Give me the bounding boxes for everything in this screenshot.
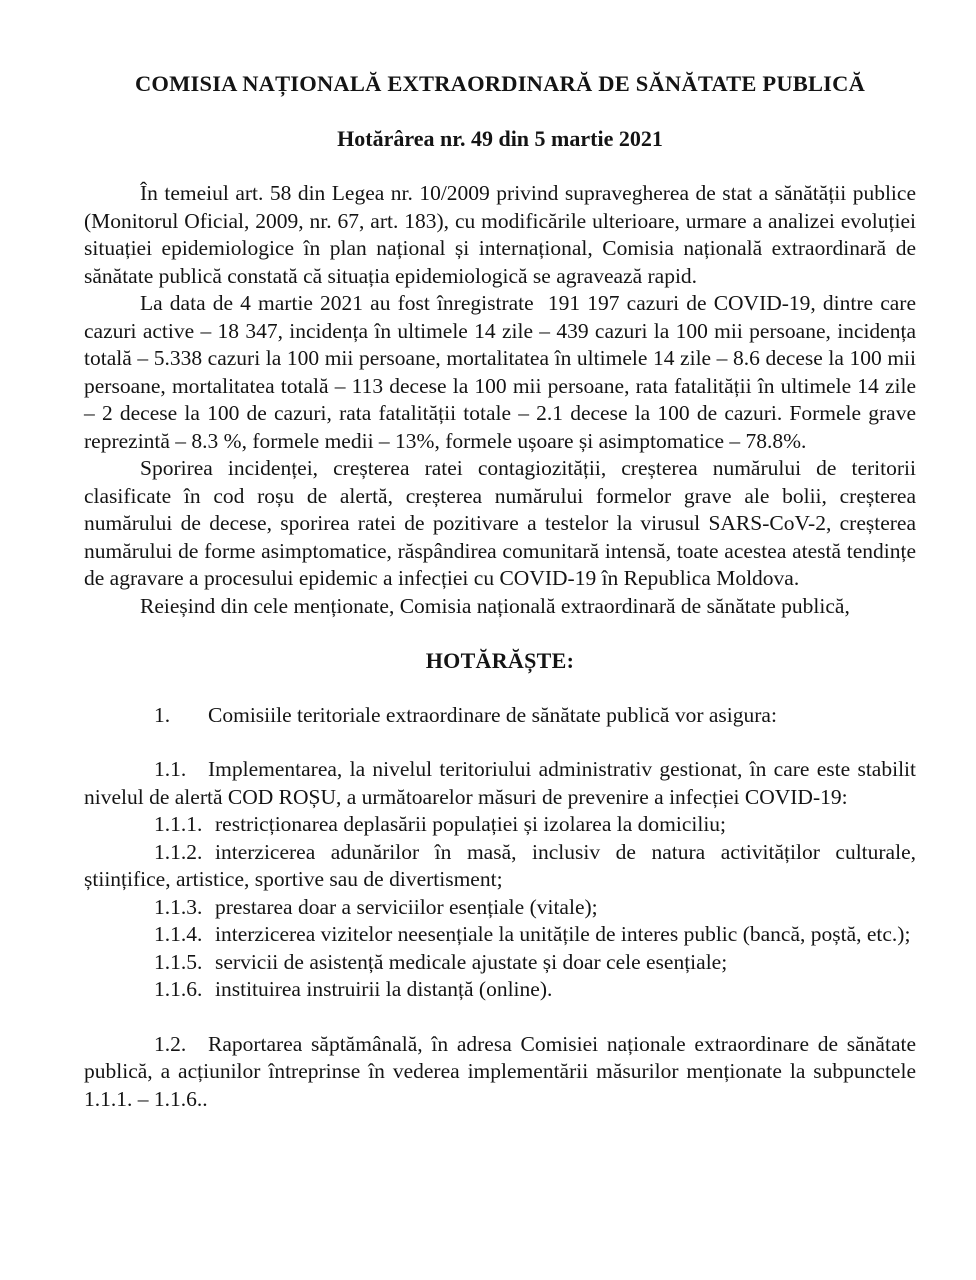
decision-item-1-1-4 — [84, 921, 916, 949]
item-number: 1.1.6. — [154, 977, 203, 1001]
decision-item-1-1-5 — [84, 949, 916, 977]
item-number: 1.1.5. — [154, 949, 203, 974]
item-number: 1. — [154, 702, 171, 727]
item-number: 1.2. — [154, 1031, 187, 1056]
intro-paragraph-trends: Sporirea incidenței, creșterea ratei contagiozității, creșterea numărului de teritorii clasificate în cod roșu de alertă, creșterea numărului formelor grave ale bolii, creșterea numărului de decese, sporirea ratei de pozitivare a testelor la virusul SARS-CoV-2, creșterea numărului de forme asimptomatice, răspândirea comunitară intensă, toate acestea atestă tendințe de agravare a procesului epidemic a infecției cu COVID-19 în Republica Moldova. — [84, 456, 916, 590]
document-title: COMISIA NAȚIONALĂ EXTRAORDINARĂ DE SĂNĂTATE PUBLICĂ — [134, 71, 866, 96]
decision-item-1-1-6 — [84, 976, 916, 1004]
item-number: 1.1.1. — [154, 812, 203, 836]
document-subtitle: Hotărârea nr. 49 din 5 martie 2021 — [337, 125, 663, 151]
item-text: instituirea instruirii la distanță (online). — [215, 977, 553, 1001]
decision-item-1-2 — [84, 1031, 916, 1114]
item-number: 1.1.3. — [154, 894, 203, 919]
item-text: interzicerea adunărilor în masă, inclusiv de natura activităților culturale, științifice, artistice, sportive sau de divertisment; — [84, 839, 916, 891]
decision-heading: HOTĂRĂȘTE: — [425, 648, 575, 673]
decision-item-1-1-1 — [84, 811, 916, 839]
decision-item-1-1 — [84, 756, 916, 811]
item-number: 1.1. — [154, 757, 187, 781]
intro-paragraph-legal-basis: În temeiul art. 58 din Legea nr. 10/2009 privind supravegherea de stat a sănătății publice (Monitorul Oficial, 2009, nr. 67, art. 183), cu modificările ulterioare, urmare a analizei evoluției situației epidemiologice în plan național și internațional, Comisia națională extraordinară de sănătate publică constată că situația epidemiologică se agravează rapid. — [84, 181, 916, 288]
decision-item-1-1-3 — [84, 894, 916, 922]
item-text: interzicerea vizitelor neesențiale la unitățile de interes public (bancă, poștă, etc.); — [215, 922, 911, 946]
item-number: 1.1.4. — [154, 922, 203, 946]
item-text: Comisiile teritoriale extraordinare de sănătate publică vor asigura: — [208, 702, 777, 727]
item-text: Raportarea săptămânală, în adresa Comisiei naționale extraordinare de sănătate publică, a acțiunilor întreprinse în vederea implementării măsurilor menționate la subpunctele 1.1.1. – 1.1.6.. — [84, 1031, 916, 1111]
item-number: 1.1.2. — [154, 839, 203, 864]
intro-paragraph-conclusion: Reieșind din cele menționate, Comisia națională extraordinară de sănătate publică, — [140, 593, 850, 618]
decision-item-1 — [84, 702, 916, 730]
intro-paragraph-statistics: La data de 4 martie 2021 au fost înregistrate 191 197 cazuri de COVID-19, dintre care cazuri active – 18 347, incidența în ultimele 14 zile – 439 cazuri la 100 mii persoane, incidența totală – 5.338 cazuri la 100 mii persoane, mortalitatea în ultimele 14 zile – 8.6 decese la 100 mii persoane, mortalitatea totală – 113 decese la 100 mii persoane, rata fatalității în ultimele 14 zile – 2 decese la 100 de cazuri, rata fatalității totale – 2.1 decese la 100 de cazuri. Formele grave reprezintă – 8.3 %, formele medii – 13%, formele ușoare și asimptomatice – 78.8%. — [84, 291, 916, 453]
item-text: Implementarea, la nivelul teritoriului administrativ gestionat, în care este stabilit nivelul de alertă COD ROȘU, a următoarelor măsuri de prevenire a infecției COVID-19: — [84, 757, 916, 809]
item-text: restricționarea deplasării populației și izolarea la domiciliu; — [215, 812, 727, 836]
decision-item-1-1-2 — [84, 839, 916, 894]
item-text: prestarea doar a serviciilor esențiale (vitale); — [215, 894, 598, 919]
item-text: servicii de asistență medicale ajustate și doar cele esențiale; — [215, 949, 728, 974]
